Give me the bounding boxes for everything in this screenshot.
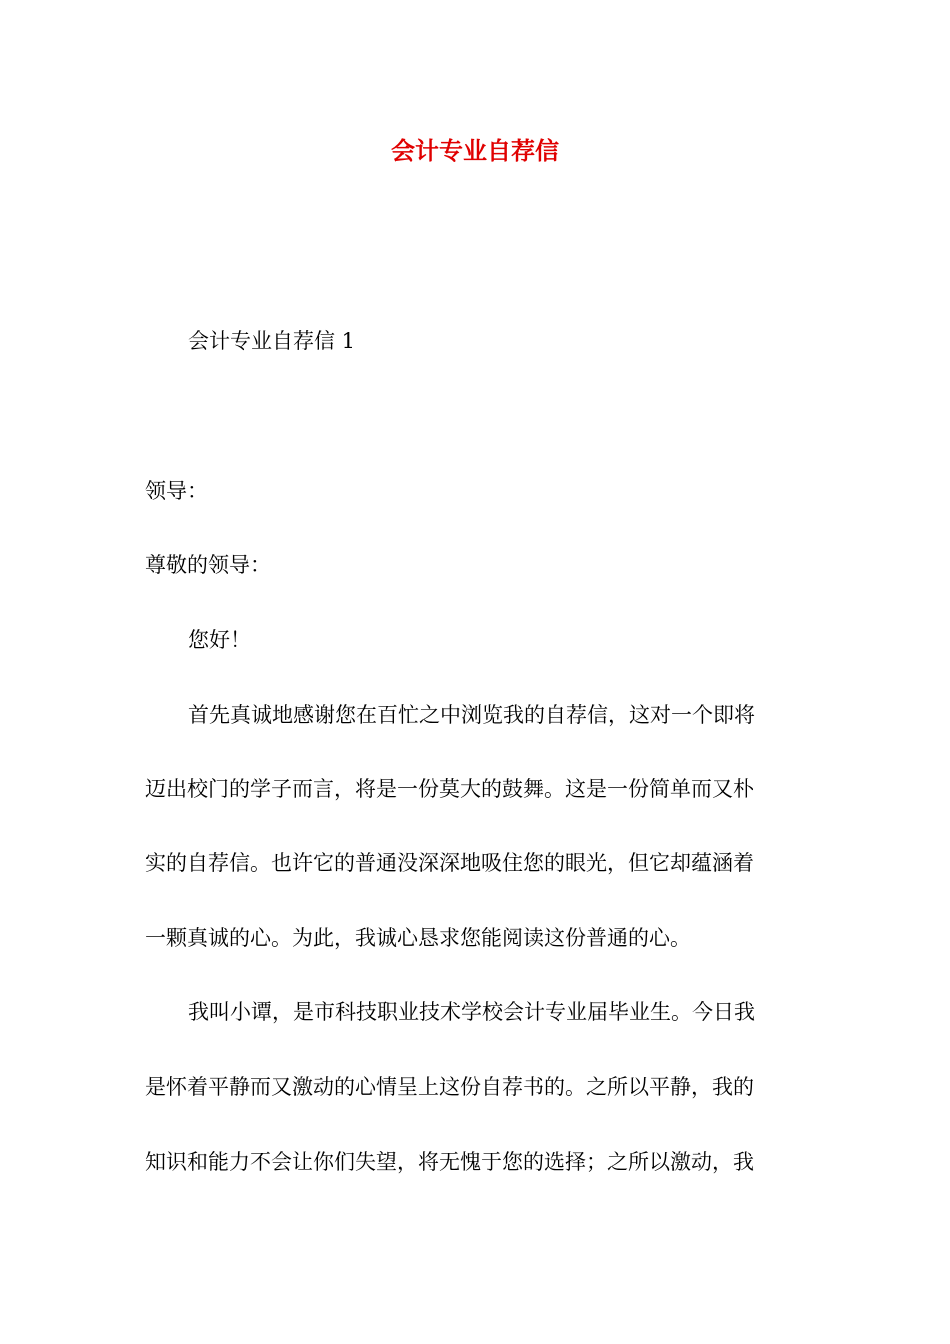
- greeting-line: 您好！: [188, 628, 251, 652]
- document-title: 会计专业自荐信: [391, 136, 559, 165]
- paragraph-1-line-2: 迈出校门的学子而言，将是一份莫大的鼓舞。这是一份简单而又朴: [145, 777, 754, 801]
- paragraph-2-line-3: 知识和能力不会让你们失望，将无愧于您的选择；之所以激动，我: [145, 1150, 754, 1174]
- paragraph-1-line-4: 一颗真诚的心。为此，我诚心恳求您能阅读这份普通的心。: [145, 926, 691, 950]
- paragraph-2-line-2: 是怀着平静而又激动的心情呈上这份自荐书的。之所以平静，我的: [145, 1075, 754, 1099]
- paragraph-1-line-3: 实的自荐信。也许它的普通没深深地吸住您的眼光，但它却蕴涵着: [145, 851, 754, 875]
- salutation-line-2: 尊敬的领导：: [145, 553, 271, 577]
- salutation-line-1: 领导：: [145, 479, 208, 503]
- paragraph-1-line-1: 首先真诚地感谢您在百忙之中浏览我的自荐信，这对一个即将: [188, 703, 755, 727]
- paragraph-2-line-1: 我叫小谭，是市科技职业技术学校会计专业届毕业生。今日我: [188, 1000, 755, 1024]
- section-heading: 会计专业自荐信 1: [188, 329, 356, 353]
